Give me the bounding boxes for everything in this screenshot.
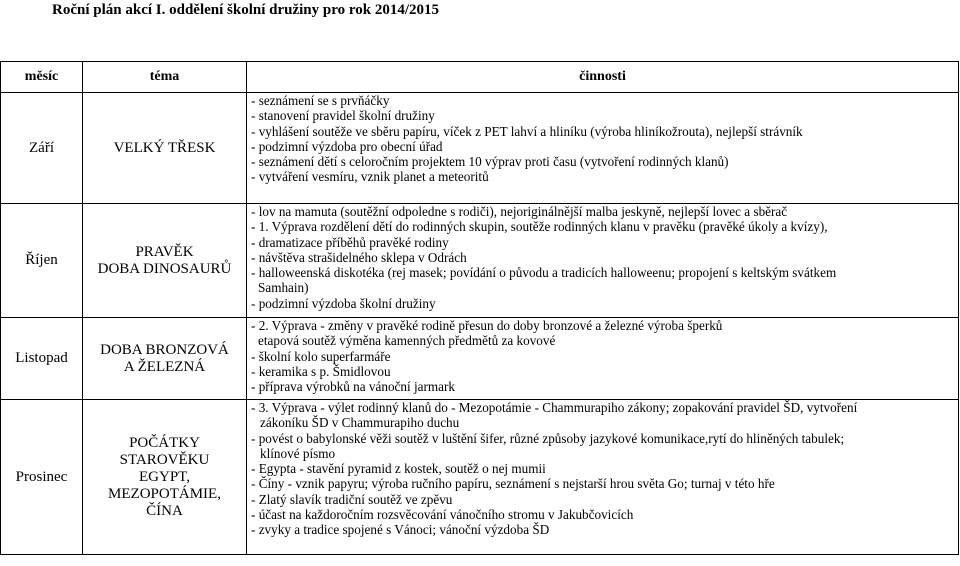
activity-item: - Egypta - stavění pyramid z kostek, soutěž o nej mumii bbox=[251, 461, 546, 477]
theme-cell bbox=[83, 318, 247, 400]
activity-item: - podzimní výzdoba pro obecní úřad bbox=[251, 138, 443, 154]
activity-item: - seznámení se s prvňáčky bbox=[251, 93, 390, 108]
month-cell: Listopad bbox=[1, 318, 83, 400]
table-row-october bbox=[1, 204, 959, 318]
theme-cell bbox=[83, 204, 247, 318]
table-header-row bbox=[1, 62, 959, 93]
month-cell: Říjen bbox=[1, 204, 83, 318]
table-row-december bbox=[1, 400, 959, 555]
activity-item: klínové písmo bbox=[260, 445, 336, 461]
activity-item: Samhain) bbox=[258, 280, 309, 296]
activity-item: - 1. Výprava rozdělení dětí do rodinných skupin, soutěže rodinných klanu v pravěku (pravěké úkoly a kvízy), bbox=[251, 219, 828, 235]
activity-item: - povést o babylonské věži soutěž v luštění šifer, různé způsoby jazykové komunikace,rytí do hliněných tabulek; bbox=[251, 430, 845, 446]
activity-item: - příprava výrobků na vánoční jarmark bbox=[251, 379, 455, 395]
activity-item: - zvyky a tradice spojené s Vánoci; vánoční výzdoba ŠD bbox=[251, 522, 550, 538]
theme-cell bbox=[83, 93, 247, 204]
activity-item: - vytváření vesmíru, vznik planet a meteoritů bbox=[251, 169, 489, 185]
activity-item: - vyhlášení soutěže ve sběru papíru, víček z PET lahví a hliníku (výroba hliníkožrouta), nejlepší strávník bbox=[251, 123, 803, 139]
month-cell: Prosinec bbox=[1, 400, 83, 555]
page-title: Roční plán akcí I. oddělení školní družiny pro rok 2014/2015 bbox=[52, 2, 440, 18]
activities-cell bbox=[247, 400, 959, 555]
activities-cell bbox=[247, 318, 959, 400]
activity-item: - keramika s p. Šmidlovou bbox=[251, 363, 391, 379]
activities-cell bbox=[247, 93, 959, 204]
activity-item: zákoníku ŠD v Chammurapiho duchu bbox=[260, 415, 460, 431]
table-row-september bbox=[1, 93, 959, 204]
theme-line: PRAVĚK bbox=[135, 243, 194, 260]
table-row-november bbox=[1, 318, 959, 400]
activity-item: - Číny - vznik papyru; výroba ručního papíru, seznámení s nejstarší hrou světa Go; turnaj v této hře bbox=[251, 476, 775, 492]
theme-line: ČÍNA bbox=[146, 502, 183, 519]
theme-line: EGYPT, MEZOPOTÁMIE, bbox=[108, 468, 221, 502]
theme-line: VELKÝ TŘESK bbox=[113, 139, 216, 156]
activity-item: - podzimní výzdoba školní družiny bbox=[251, 295, 436, 311]
activity-item: - účast na každoročním rozsvěcování vánočního stromu v Jakubčovicích bbox=[251, 507, 634, 523]
activity-item: etapová soutěž výměna kamenných předmětů za kovové bbox=[258, 333, 556, 349]
activity-item: - seznámení dětí s celoročním projektem 10 výprav proti času (vytvoření rodinných klanů) bbox=[251, 154, 729, 170]
annual-plan-table bbox=[0, 61, 959, 555]
theme-line: POČÁTKY STAROVĚKU bbox=[119, 434, 210, 468]
activity-item: - stanovení pravidel školní družiny bbox=[251, 108, 435, 124]
activity-item: - Zlatý slavík tradiční soutěž ve zpěvu bbox=[251, 491, 453, 507]
activity-item: - 2. Výprava - změny v pravěké rodině přesun do doby bronzové a železné výroba šperků bbox=[251, 318, 723, 333]
activity-item: - 3. Výprava - výlet rodinný klanů do - Mezopotámie - Chammurapiho zákony; zopakování pravidel ŠD, vytvoření bbox=[251, 400, 858, 415]
activity-item: - dramatizace příběhů pravěké rodiny bbox=[251, 234, 449, 250]
header-month: měsíc bbox=[1, 62, 83, 93]
activity-item: - lov na mamuta (soutěžní odpoledne s rodiči), nejoriginálnější malba jeskyně, nejlepší lovec a sběrač bbox=[251, 204, 788, 219]
header-activities: činnosti bbox=[247, 62, 959, 93]
header-theme: téma bbox=[83, 62, 247, 93]
activity-item: - návštěva strašidelného sklepa v Odrách bbox=[251, 249, 467, 265]
month-cell: Září bbox=[1, 93, 83, 204]
theme-line: A ŽELEZNÁ bbox=[123, 358, 206, 375]
activity-item: - školní kolo superfarmáře bbox=[251, 348, 391, 364]
activities-cell bbox=[247, 204, 959, 318]
theme-line: DOBA BRONZOVÁ bbox=[100, 341, 229, 358]
activity-item: - halloweenská diskotéka (rej masek; povídání o původu a tradicích halloweenu; propojení s keltským svátkem bbox=[251, 265, 837, 281]
theme-cell bbox=[83, 400, 247, 555]
theme-line: DOBA DINOSAURŮ bbox=[97, 260, 232, 277]
